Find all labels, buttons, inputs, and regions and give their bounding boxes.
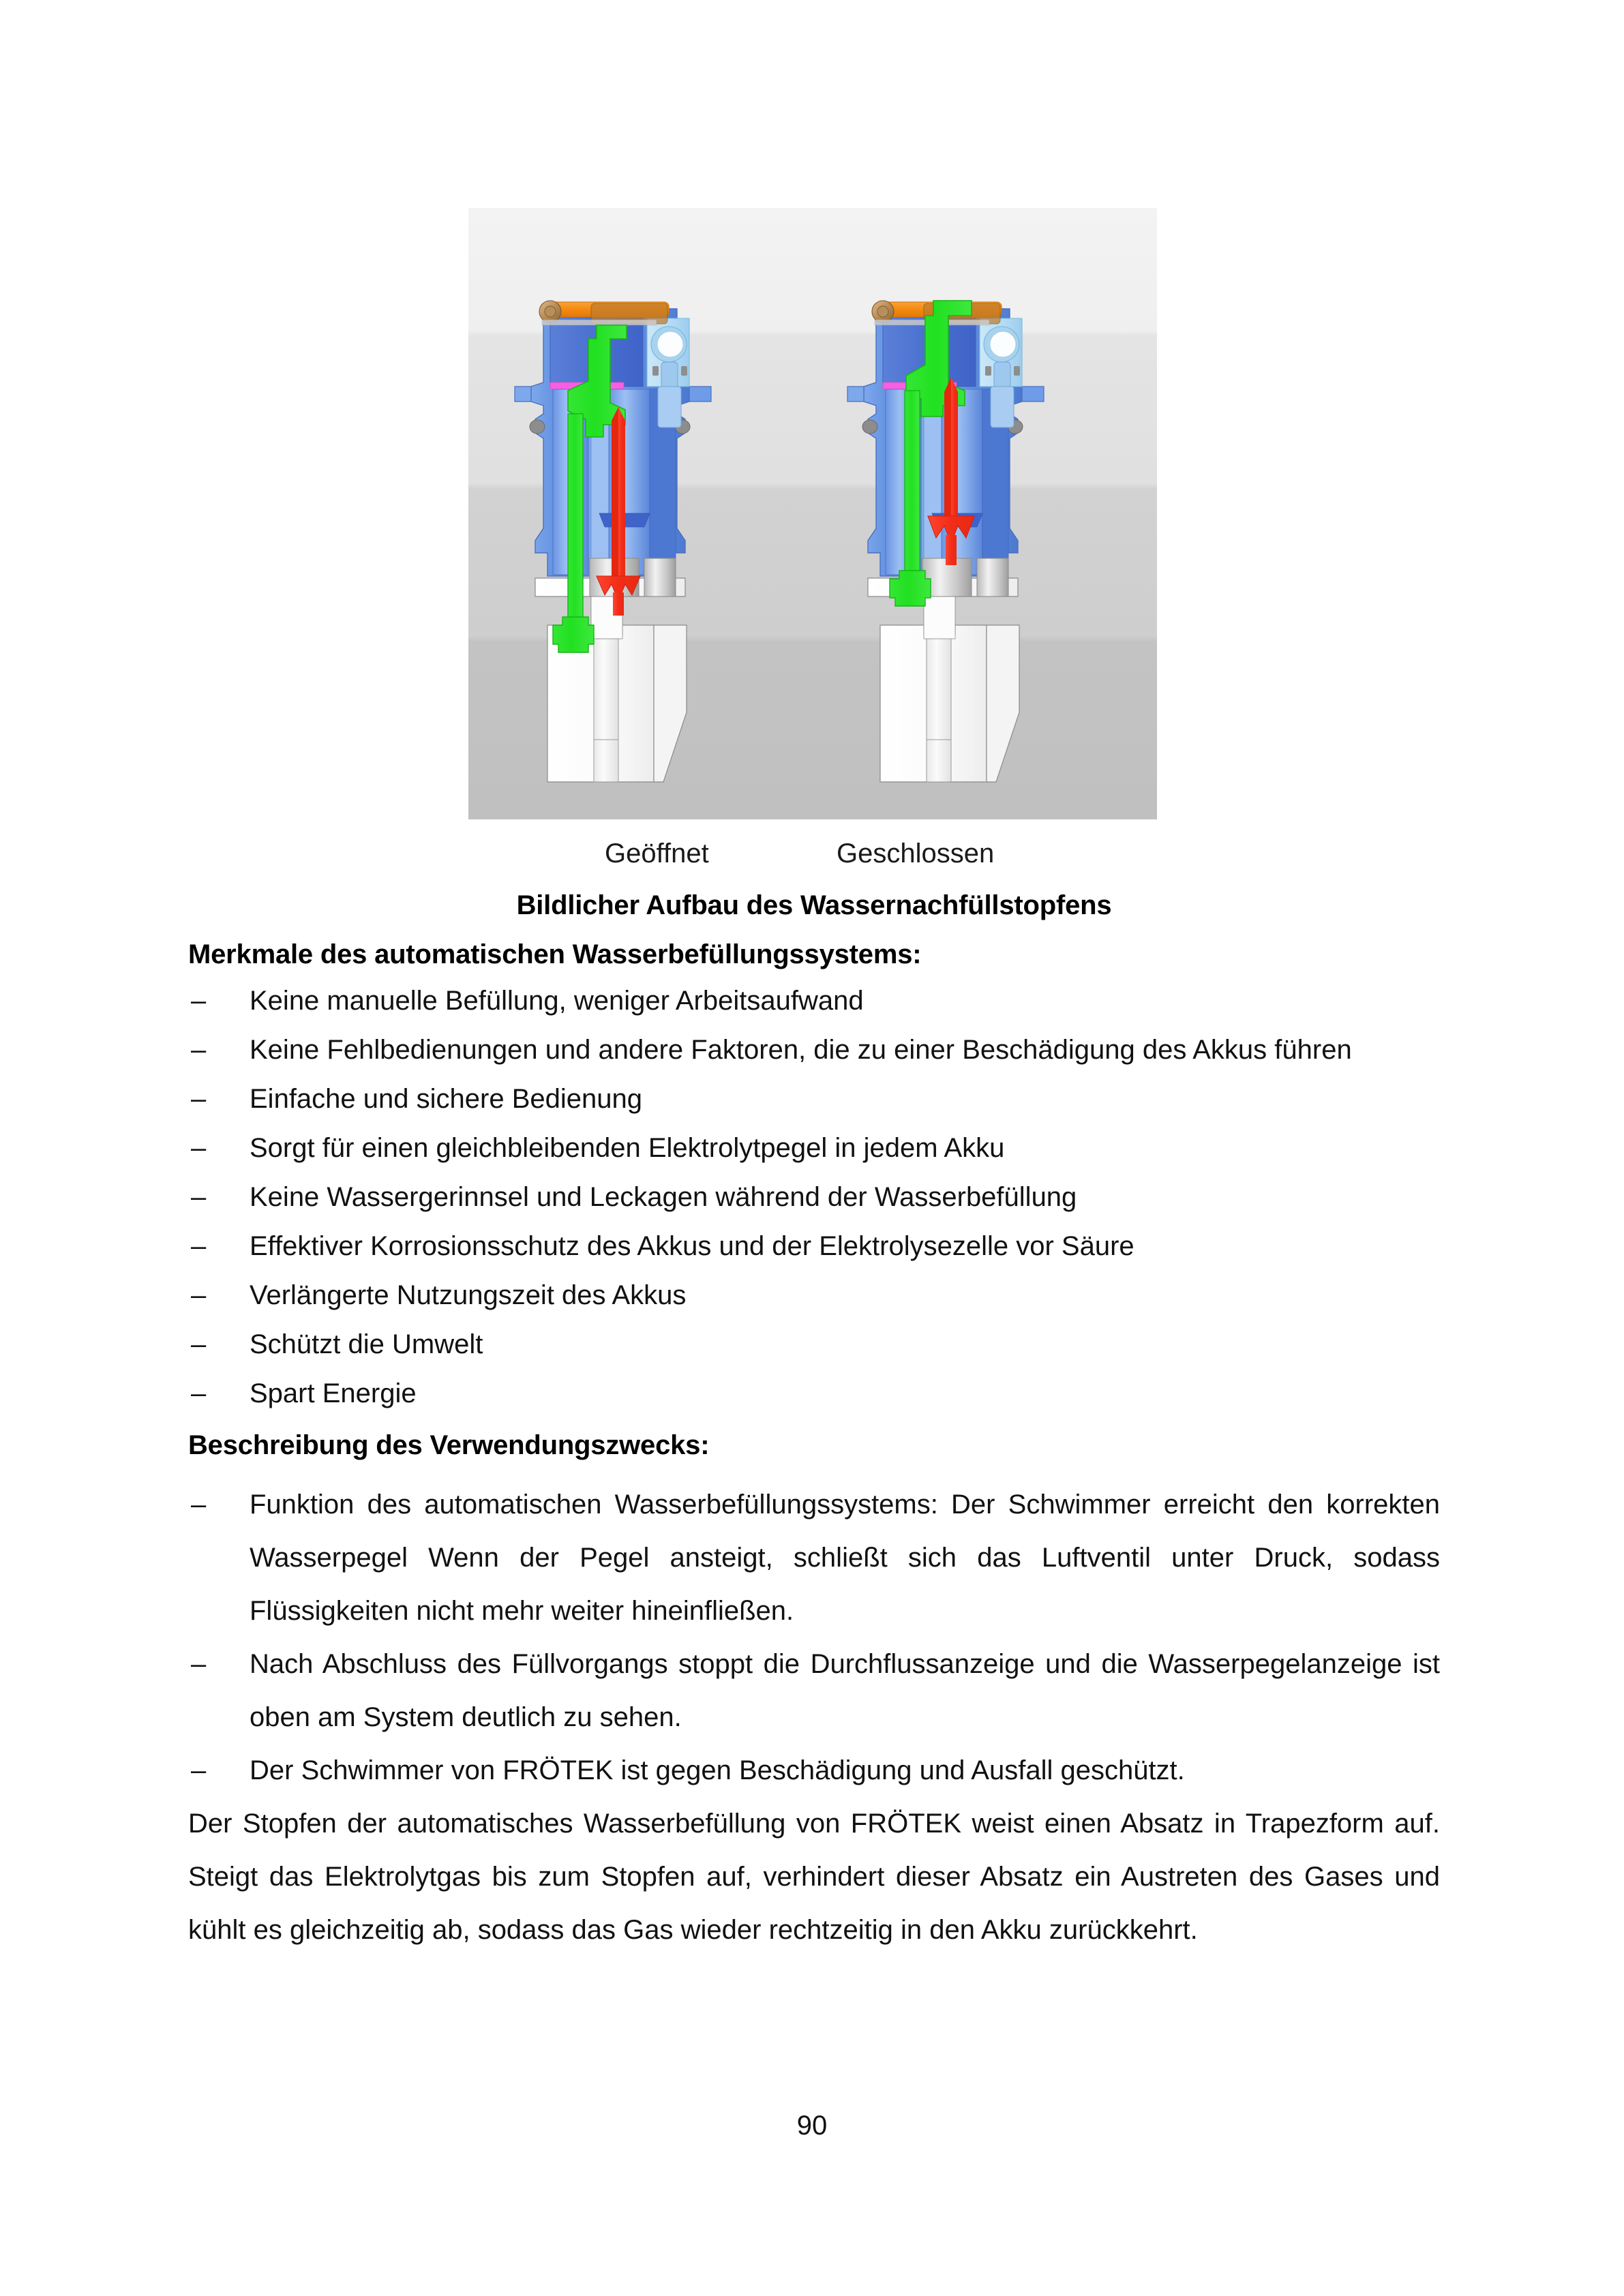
features-heading: Merkmale des automatischen Wasserbefüllungssystems: — [188, 939, 922, 969]
list-item — [188, 1374, 1440, 1413]
bullet-marker: – — [191, 1378, 207, 1408]
figure-wasserstopfen-diagram — [468, 208, 1157, 819]
list-item-label: Einfache und sichere Bedienung — [250, 1084, 642, 1114]
bullet-marker: – — [191, 1084, 207, 1114]
bullet-marker: – — [191, 1649, 207, 1679]
bullet-marker: – — [191, 1035, 207, 1065]
figure-state-labels — [468, 834, 1157, 875]
closing-paragraph — [188, 1797, 1440, 1957]
list-item-label: Schützt die Umwelt — [250, 1329, 483, 1359]
purpose-item-text: Nach Abschluss des Füllvorgangs stoppt die Durchflussanzeige und die Wasserpegelanzeige ist oben am System deutlich zu sehen. — [250, 1649, 1440, 1732]
page-number: 90 — [796, 2111, 828, 2141]
bullet-marker: – — [191, 1755, 207, 1785]
bullet-marker: – — [191, 1231, 207, 1261]
closing-paragraph-text: Der Stopfen der automatisches Wasserbefüllung von FRÖTEK weist einen Absatz in Trapezform auf. Steigt das Elektrolytgas bis zum Stopfen auf, verhindert dieser Absatz ein Austreten des Gases und kühlt es gleichzeitig ab, sodass das Gas wieder rechtzeitig in den Akku zurückkehrt. — [188, 1809, 1440, 1945]
purpose-item — [188, 1637, 1440, 1744]
list-item — [188, 1080, 1440, 1118]
bullet-marker: – — [191, 1329, 207, 1359]
bullet-marker: – — [191, 1133, 207, 1163]
list-item — [188, 982, 1440, 1020]
purpose-item — [188, 1478, 1440, 1637]
valve-cross-section-illustration — [468, 208, 1157, 819]
list-item — [188, 1178, 1440, 1216]
list-item-label: Sorgt für einen gleichbleibenden Elektrolytpegel in jedem Akku — [250, 1133, 1005, 1163]
list-item-label: Keine Wassergerinnsel und Leckagen während der Wasserbefüllung — [250, 1182, 1077, 1212]
list-item — [188, 1129, 1440, 1167]
list-item — [188, 1276, 1440, 1314]
list-item — [188, 1325, 1440, 1363]
list-item — [188, 1031, 1440, 1069]
purpose-item-text: Funktion des automatischen Wasserbefüllungssystems: Der Schwimmer erreicht den korrekten Wasserpegel Wenn der Pegel ansteigt, schließt sich das Luftventil unter Druck, sodass Flüssigkeiten nicht mehr weiter hineinfließen. — [250, 1490, 1440, 1626]
list-item-label: Effektiver Korrosionsschutz des Akkus und der Elektrolysezelle vor Säure — [250, 1231, 1134, 1261]
purpose-heading: Beschreibung des Verwendungszwecks: — [188, 1430, 710, 1460]
bullet-marker: – — [191, 1490, 207, 1520]
figure-caption: Bildlicher Aufbau des Wassernachfüllstopfens — [516, 890, 1112, 920]
label-open: Geöffnet — [605, 839, 709, 868]
bullet-marker: – — [191, 1280, 207, 1310]
list-item-label: Verlängerte Nutzungszeit des Akkus — [250, 1280, 687, 1310]
list-item-label: Keine Fehlbedienungen und andere Faktoren, die zu einer Beschädigung des Akkus führen — [250, 1035, 1352, 1065]
bullet-marker: – — [191, 986, 207, 1016]
purpose-item — [188, 1744, 1440, 1797]
list-item — [188, 1227, 1440, 1265]
list-item-label: Keine manuelle Befüllung, weniger Arbeitsaufwand — [250, 986, 864, 1016]
purpose-item-text: Der Schwimmer von FRÖTEK ist gegen Beschädigung und Ausfall geschützt. — [250, 1755, 1185, 1785]
list-item-label: Spart Energie — [250, 1378, 417, 1408]
bullet-marker: – — [191, 1182, 207, 1212]
label-closed: Geschlossen — [837, 839, 995, 868]
